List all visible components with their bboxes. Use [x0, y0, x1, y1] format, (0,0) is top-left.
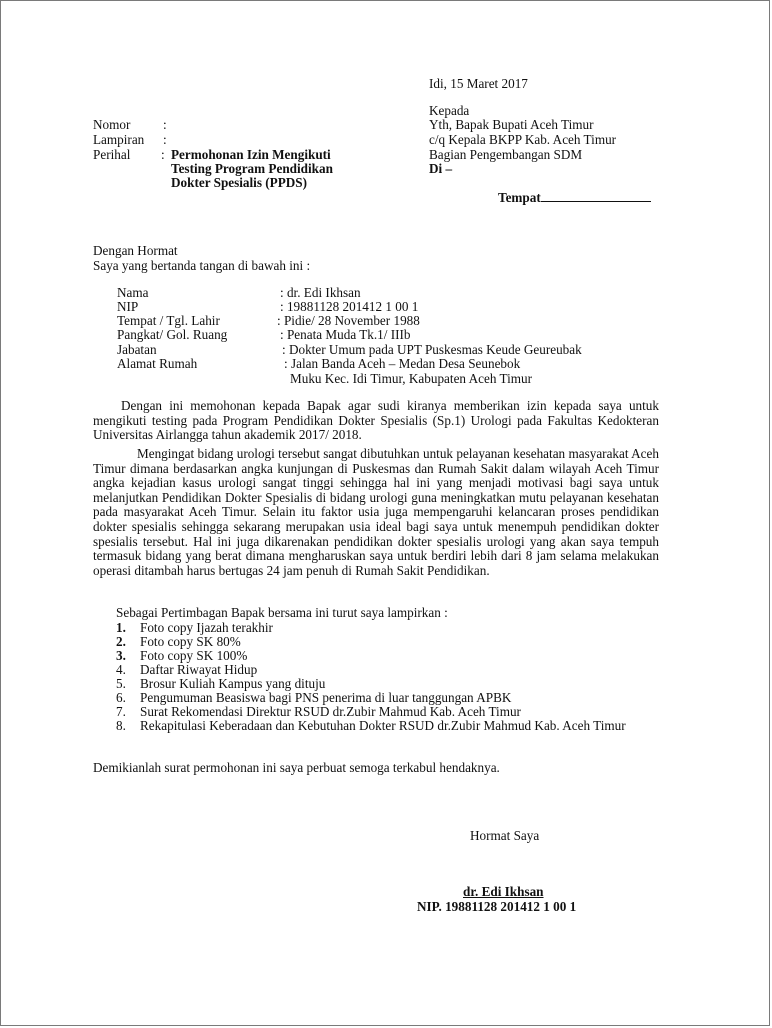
identity-label-pangkat: Pangkat/ Gol. Ruang — [117, 327, 228, 342]
paragraph-reason: Mengingat bidang urologi tersebut sangat dibutuhkan untuk pelayanan kesehatan masyarakat Aceh Timur dimana berdasarkan angka kunjungan di Puskesmas dan Rumah Sakit dalam wilayah Aceh Timur angka kejadian kasus urologi sangat tinggi sehingga hal ini yang menjadi motivasi bagi saya untuk melanjutkan Pendidikan Dokter Spesialis di bidang urologi guna meningkatkan mutu pelayanan kesehatan pada masyarakat Aceh Timur. Selain itu faktor usia juga mempengaruhi kelancaran proses pendidikan dokter spesialis sehingga sekarang merupakan usia ideal bagi saya untuk menempuh pendidikan dokter spesialis tersebut. Hal ini juga dikarenakan pendidikan dokter spesialis urologi yang akan saya tempuh termasuk bidang yang berat dimana mengharuskan saya untuk berdiri lebih dari 8 jam selama melakukan operasi ditambah harus bertugas 24 jam penuh di Rumah Sakit Pendidikan. — [93, 446, 659, 578]
identity-label-jabatan: Jabatan — [117, 342, 157, 357]
identity-label-alamat: Alamat Rumah — [117, 356, 198, 371]
recipient-tempat: Tempat — [498, 190, 651, 206]
recipient-line-2: Yth, Bapak Bupati Aceh Timur — [429, 117, 594, 132]
list-item: 2. Foto copy SK 80% — [116, 634, 241, 649]
intro-line: Saya yang bertanda tangan di bawah ini : — [93, 258, 311, 273]
list-item: 6. Pengumuman Beasiswa bagi PNS penerima di luar tanggungan APBK — [116, 690, 512, 705]
identity-value-nip: : 19881128 201412 1 00 1 — [280, 299, 419, 314]
identity-value-alamat: : Jalan Banda Aceh – Medan Desa Seunebok — [284, 356, 521, 371]
perihal-colon: : — [161, 147, 165, 162]
identity-value-jabatan: : Dokter Umum pada UPT Puskesmas Keude Geureubak — [282, 342, 582, 357]
list-item: 1. Foto copy Ijazah terakhir — [116, 620, 273, 635]
list-item: 8. Rekapitulasi Keberadaan dan Kebutuhan Dokter RSUD dr.Zubir Mahmud Kab. Aceh Timur — [116, 718, 626, 733]
closing-line: Demikianlah surat permohonan ini saya perbuat semoga terkabul hendaknya. — [93, 760, 500, 775]
date-line: Idi, 15 Maret 2017 — [429, 76, 528, 91]
greeting: Dengan Hormat — [93, 243, 178, 258]
list-item: 4. Daftar Riwayat Hidup — [116, 662, 258, 677]
identity-value-ttl: : Pidie/ 28 November 1988 — [277, 313, 420, 328]
perihal-line-2: Testing Program Pendidikan — [171, 161, 333, 176]
recipient-line-3: c/q Kepala BKPP Kab. Aceh Timur — [429, 132, 617, 147]
recipient-line-1: Kepada — [429, 103, 470, 118]
identity-label-nip: NIP — [117, 299, 139, 314]
signature-nip: NIP. 19881128 201412 1 00 1 — [417, 899, 577, 914]
perihal-line-1: Permohonan Izin Mengikuti — [171, 147, 331, 162]
paragraph-request: Dengan ini memohonan kepada Bapak agar sudi kiranya memberikan izin kepada saya untuk mengikuti testing pada Program Pendidikan Dokter Spesialis (Sp.1) Urologi pada Fakultas Kedokteran Universitas Airlangga tahun akademik 2017/ 2018. — [93, 398, 659, 443]
identity-value-alamat-2: Muku Kec. Idi Timur, Kabupaten Aceh Timur — [290, 371, 532, 386]
list-item: 5. Brosur Kuliah Kampus yang dituju — [116, 676, 326, 691]
list-item: 7. Surat Rekomendasi Direktur RSUD dr.Zubir Mahmud Kab. Aceh Timur — [116, 704, 521, 719]
signature-name: dr. Edi Ikhsan — [463, 884, 544, 899]
identity-value-pangkat: : Penata Muda Tk.1/ IIIb — [280, 327, 411, 342]
nomor-colon: : — [163, 117, 167, 132]
nomor-label: Nomor — [93, 117, 131, 132]
identity-value-nama: : dr. Edi Ikhsan — [280, 285, 361, 300]
lampiran-label: Lampiran — [93, 132, 145, 147]
recipient-di: Di – — [429, 161, 453, 176]
perihal-label: Perihal — [93, 147, 131, 162]
perihal-line-3: Dokter Spesialis (PPDS) — [171, 175, 308, 190]
recipient-line-4: Bagian Pengembangan SDM — [429, 147, 583, 162]
attachments-intro: Sebagai Pertimbagan Bapak bersama ini turut saya lampirkan : — [116, 605, 448, 620]
lampiran-colon: : — [163, 132, 167, 147]
identity-label-nama: Nama — [117, 285, 149, 300]
signature-regards: Hormat Saya — [470, 828, 540, 843]
list-item: 3. Foto copy SK 100% — [116, 648, 248, 663]
identity-label-ttl: Tempat / Tgl. Lahir — [117, 313, 220, 328]
tempat-underline — [541, 190, 651, 202]
